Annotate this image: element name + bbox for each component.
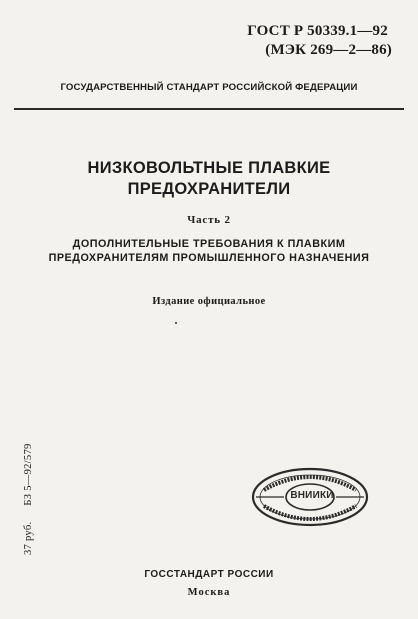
- gost-number: ГОСТ Р 50339.1—92: [247, 23, 388, 39]
- iec-number: (МЭК 269—2—86): [265, 42, 392, 58]
- title-line-2: ПРЕДОХРАНИТЕЛИ: [127, 180, 291, 198]
- header-divider: [14, 108, 404, 110]
- edition-label: Издание официальное: [152, 296, 266, 307]
- document-title: [0, 158, 418, 200]
- subtitle-line-1: ДОПОЛНИТЕЛЬНЫЕ ТРЕБОВАНИЯ К ПЛАВКИМ: [72, 238, 346, 250]
- part-label: Часть 2: [187, 214, 231, 226]
- gost-code-block: [247, 22, 392, 60]
- subtitle-line-2: ПРЕДОХРАНИТЕЛЯМ ПРОМЫШЛЕННОГО НАЗНАЧЕНИЯ: [48, 252, 370, 264]
- publisher-city: Москва: [187, 587, 231, 598]
- print-code: БЗ 5—92/579: [23, 443, 34, 506]
- publisher-name: ГОССТАНДАРТ РОССИИ: [144, 569, 274, 580]
- price-label: 37 руб.: [23, 521, 34, 555]
- state-standard-heading: ГОСУДАРСТВЕННЫЙ СТАНДАРТ РОССИЙСКОЙ ФЕДЕРАЦИИ: [60, 82, 358, 93]
- print-speck: [175, 322, 177, 324]
- stamp-center-text: ВНИИКИ: [290, 490, 334, 501]
- margin-print-info: [23, 443, 34, 555]
- title-line-1: НИЗКОВОЛЬТНЫЕ ПЛАВКИЕ: [87, 159, 331, 177]
- document-subtitle: [0, 237, 418, 265]
